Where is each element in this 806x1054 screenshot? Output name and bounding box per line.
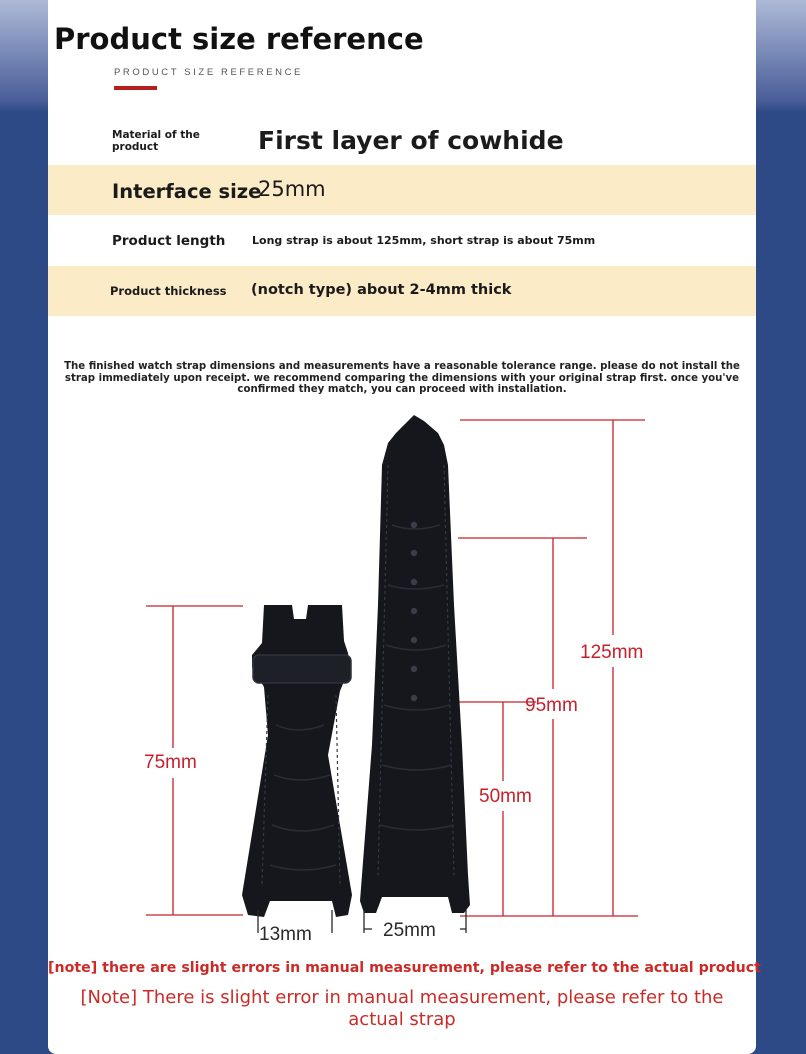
page-title: Product size reference <box>54 22 424 56</box>
spec-row-interface <box>48 165 756 215</box>
spec-label-length: Product length <box>112 233 226 249</box>
measurement-note-2: [Note] There is slight error in manual measurement, please refer to the actual strap <box>80 987 724 1030</box>
long-strap-image <box>360 415 470 913</box>
label-mid-length: 95mm <box>525 695 578 716</box>
spec-row-thickness <box>48 266 756 316</box>
label-half-length: 50mm <box>479 786 532 807</box>
spec-value-material: First layer of cowhide <box>258 126 564 155</box>
label-long-length: 125mm <box>580 642 644 663</box>
spec-row-length <box>48 215 756 266</box>
title-underline <box>114 86 157 90</box>
spec-value-thickness: (notch type) about 2-4mm thick <box>251 282 512 298</box>
tolerance-notice: The finished watch strap dimensions and measurements have a reasonable tolerance range. please do not install the strap immediately upon receipt. we recommend comparing the dimensions with your original strap first. once you've confirmed they match, you can proceed with installation. <box>64 361 740 395</box>
label-short-end-width: 13mm <box>259 924 312 945</box>
product-card <box>48 0 761 1054</box>
spec-label-thickness: Product thickness <box>110 284 227 298</box>
spec-row-material <box>48 115 756 165</box>
short-strap-image <box>242 605 352 917</box>
spec-label-material: Material of the product <box>112 129 200 153</box>
label-lug-width: 25mm <box>383 920 436 941</box>
strap-dimension-diagram <box>48 405 756 950</box>
spec-label-interface: Interface size <box>112 180 262 203</box>
spec-value-length: Long strap is about 125mm, short strap is about 75mm <box>252 234 596 247</box>
label-short-length: 75mm <box>144 752 197 773</box>
spec-value-interface: 25mm <box>258 177 326 201</box>
page-subtitle: PRODUCT SIZE REFERENCE <box>114 67 303 78</box>
measurement-note-1: [note] there are slight errors in manual measurement, please refer to the actual product <box>48 960 761 976</box>
